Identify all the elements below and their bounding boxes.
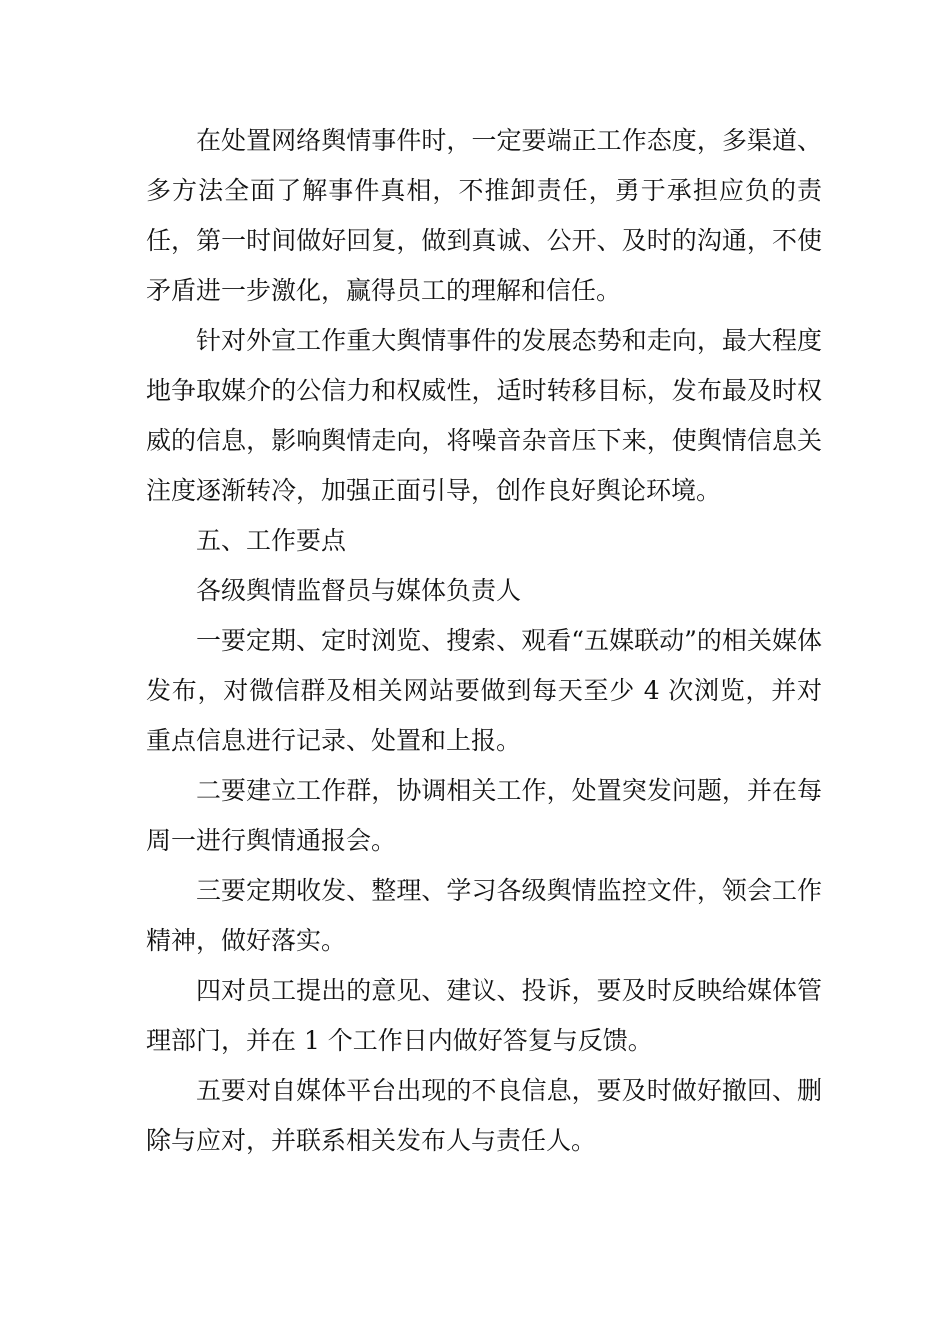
section-heading-work-points: 五、工作要点 <box>196 526 347 555</box>
paragraph-point-four: 四对员工提出的意见、建议、投诉，要及时反映给媒体管理部门，并在 1 个工作日内做好答复与反馈。 <box>146 976 822 1055</box>
paragraph-point-one: 一要定期、定时浏览、搜索、观看“五媒联动”的相关媒体发布，对微信群及相关网站要做到每天至少 4 次浏览，并对重点信息进行记录、处置和上报。 <box>146 626 822 755</box>
paragraph-external-publicity: 针对外宣工作重大舆情事件的发展态势和走向，最大程度地争取媒介的公信力和权威性，适时转移目标，发布最及时权威的信息，影响舆情走向，将噪音杂音压下来，使舆情信息关注度逐渐转冷，加强正面引导，创作良好舆论环境。 <box>146 326 822 505</box>
paragraph-handling-principles: 在处置网络舆情事件时，一定要端正工作态度，多渠道、多方法全面了解事件真相，不推卸责任，勇于承担应负的责任，第一时间做好回复，做到真诚、公开、及时的沟通，不使矛盾进一步激化，赢得员工的理解和信任。 <box>146 126 822 305</box>
paragraph-point-five: 五要对自媒体平台出现的不良信息，要及时做好撤回、删除与应对，并联系相关发布人与责任人。 <box>146 1076 822 1155</box>
paragraph-point-two: 二要建立工作群，协调相关工作，处置突发问题，并在每周一进行舆情通报会。 <box>146 776 822 855</box>
paragraph-point-three: 三要定期收发、整理、学习各级舆情监控文件，领会工作精神，做好落实。 <box>146 876 822 955</box>
document-page <box>146 116 822 1166</box>
paragraph-responsible-parties: 各级舆情监督员与媒体负责人 <box>196 576 522 605</box>
